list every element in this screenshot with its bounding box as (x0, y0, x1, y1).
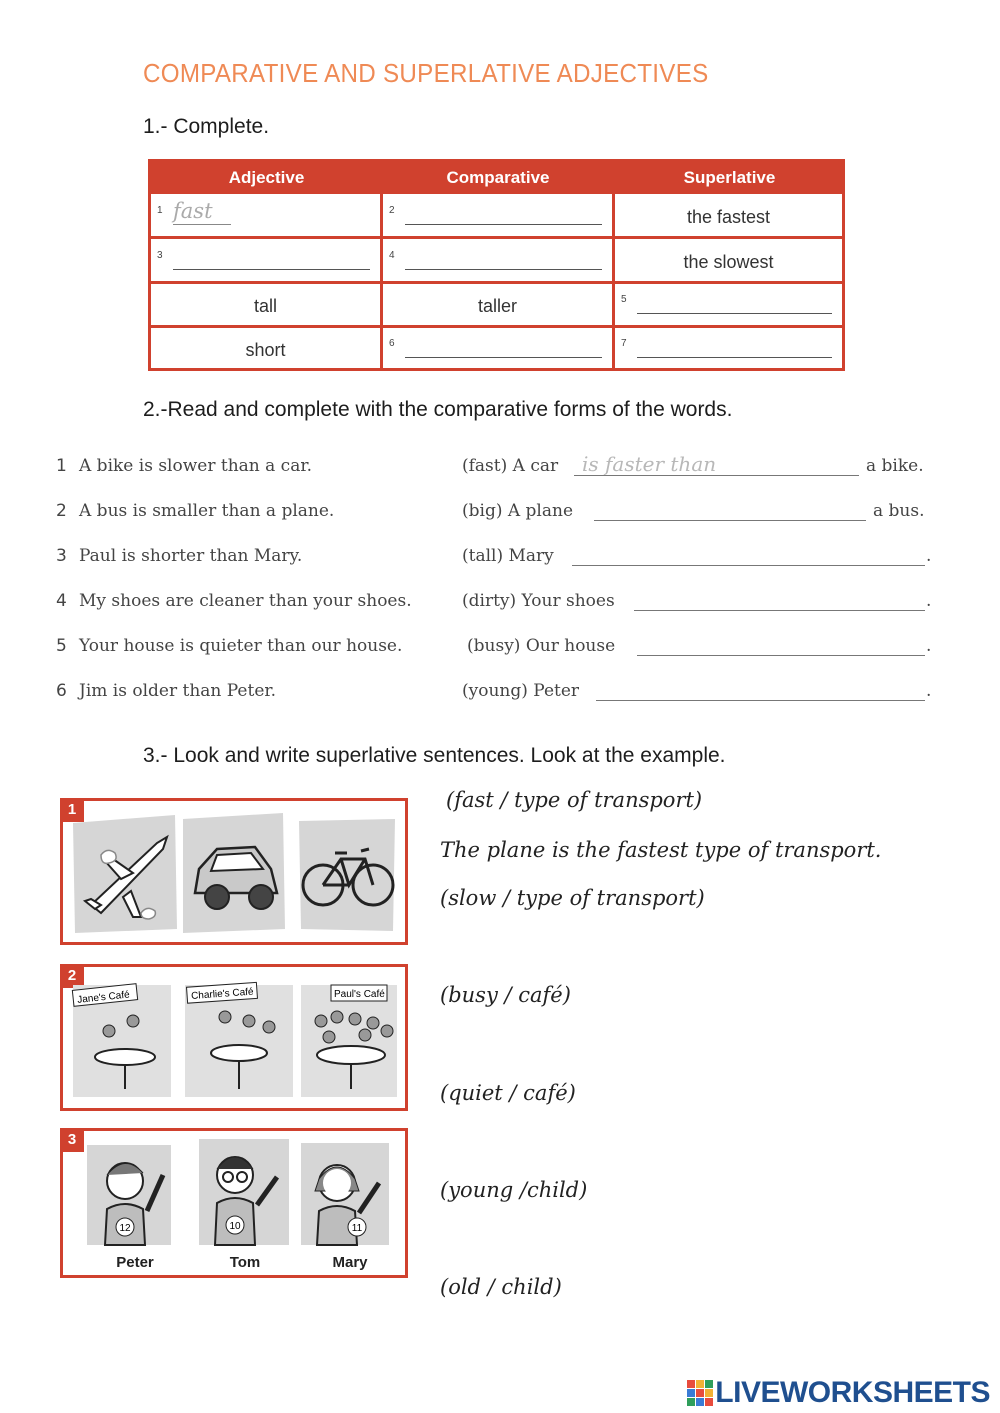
list-item: 6 Jim is older than Peter. (young) Peter . (56, 681, 932, 701)
example-answer: is faster than (582, 452, 717, 476)
cafe-illustration (69, 977, 401, 1103)
liveworksheets-logo: LIVEWORKSHEETS (687, 1376, 990, 1410)
children-panel (60, 1128, 408, 1278)
answer-line-4[interactable] (634, 610, 925, 611)
adjective-table (148, 159, 845, 371)
logo-grid-icon (687, 1380, 713, 1406)
answer-blank-6[interactable]: 6 (383, 328, 612, 370)
exercise-2-heading: 2.-Read and complete with the comparative forms of the words. (143, 398, 733, 421)
answer-line-2[interactable] (594, 520, 866, 521)
cafe-sign: Jane's Café (76, 989, 131, 1006)
example-sentence: The plane is the fastest type of transport. (440, 838, 882, 862)
example-answer: fast (173, 199, 213, 223)
answer-line-6[interactable] (596, 700, 925, 701)
answer-blank-2[interactable]: 2 (383, 195, 612, 237)
transport-illustration (71, 809, 399, 937)
prompt-fast: (fast / type of transport) (446, 788, 703, 812)
panel-number: 1 (60, 798, 84, 822)
table-cell: taller (477, 296, 517, 316)
table-header (151, 162, 842, 194)
header-comparative: Comparative (446, 168, 550, 187)
table-cell: the slowest (683, 252, 774, 272)
answer-blank-3[interactable]: 3 (151, 240, 380, 282)
answer-blank-7[interactable]: 7 (615, 328, 842, 370)
prompt-busy: (busy / café) (440, 983, 571, 1007)
children-illustration (83, 1135, 403, 1247)
header-adjective: Adjective (228, 168, 305, 187)
table-cell: the fastest (686, 207, 771, 227)
table-cell: short (245, 340, 286, 360)
child-age: 12 (119, 1223, 131, 1234)
list-item: 4 My shoes are cleaner than your shoes. (dirty) Your shoes . (56, 591, 932, 611)
header-superlative: Superlative (683, 168, 776, 187)
cafe-sign: Charlie's Café (190, 986, 254, 1002)
list-item: 3 Paul is shorter than Mary. (tall) Mary . (56, 546, 932, 566)
child-name: Tom (229, 1254, 261, 1271)
exercise-3-heading: 3.- Look and write superlative sentences. Look at the example. (143, 744, 726, 767)
panel-number: 2 (60, 964, 84, 988)
prompt-slow: (slow / type of transport) (440, 886, 705, 910)
answer-blank-4[interactable]: 4 (383, 240, 612, 282)
list-item: 1 A bike is slower than a car. (fast) A car is faster than a bike. (56, 452, 924, 476)
panel-number: 3 (60, 1128, 84, 1152)
child-name: Peter (116, 1254, 154, 1271)
cafe-panel (60, 964, 408, 1111)
worksheet-title: COMPARATIVE AND SUPERLATIVE ADJECTIVES (143, 58, 709, 88)
transport-panel (60, 798, 408, 945)
answer-line-5[interactable] (637, 655, 925, 656)
table-cell: 1 fast (151, 195, 380, 237)
child-name: Mary (332, 1254, 368, 1271)
list-item: 5 Your house is quieter than our house. (busy) Our house . (56, 636, 932, 656)
exercise-1-heading: 1.- Complete. (143, 115, 270, 138)
prompt-quiet: (quiet / café) (440, 1081, 576, 1105)
table-cell: tall (253, 296, 277, 316)
child-age: 10 (229, 1221, 241, 1232)
answer-blank-5[interactable]: 5 (615, 284, 842, 326)
child-age: 11 (351, 1223, 363, 1234)
prompt-old: (old / child) (440, 1275, 562, 1299)
answer-line-3[interactable] (572, 565, 925, 566)
prompt-young: (young /child) (440, 1178, 588, 1202)
cafe-sign: Paul's Café (334, 989, 385, 1000)
list-item: 2 A bus is smaller than a plane. (big) A plane a bus. (56, 501, 925, 521)
